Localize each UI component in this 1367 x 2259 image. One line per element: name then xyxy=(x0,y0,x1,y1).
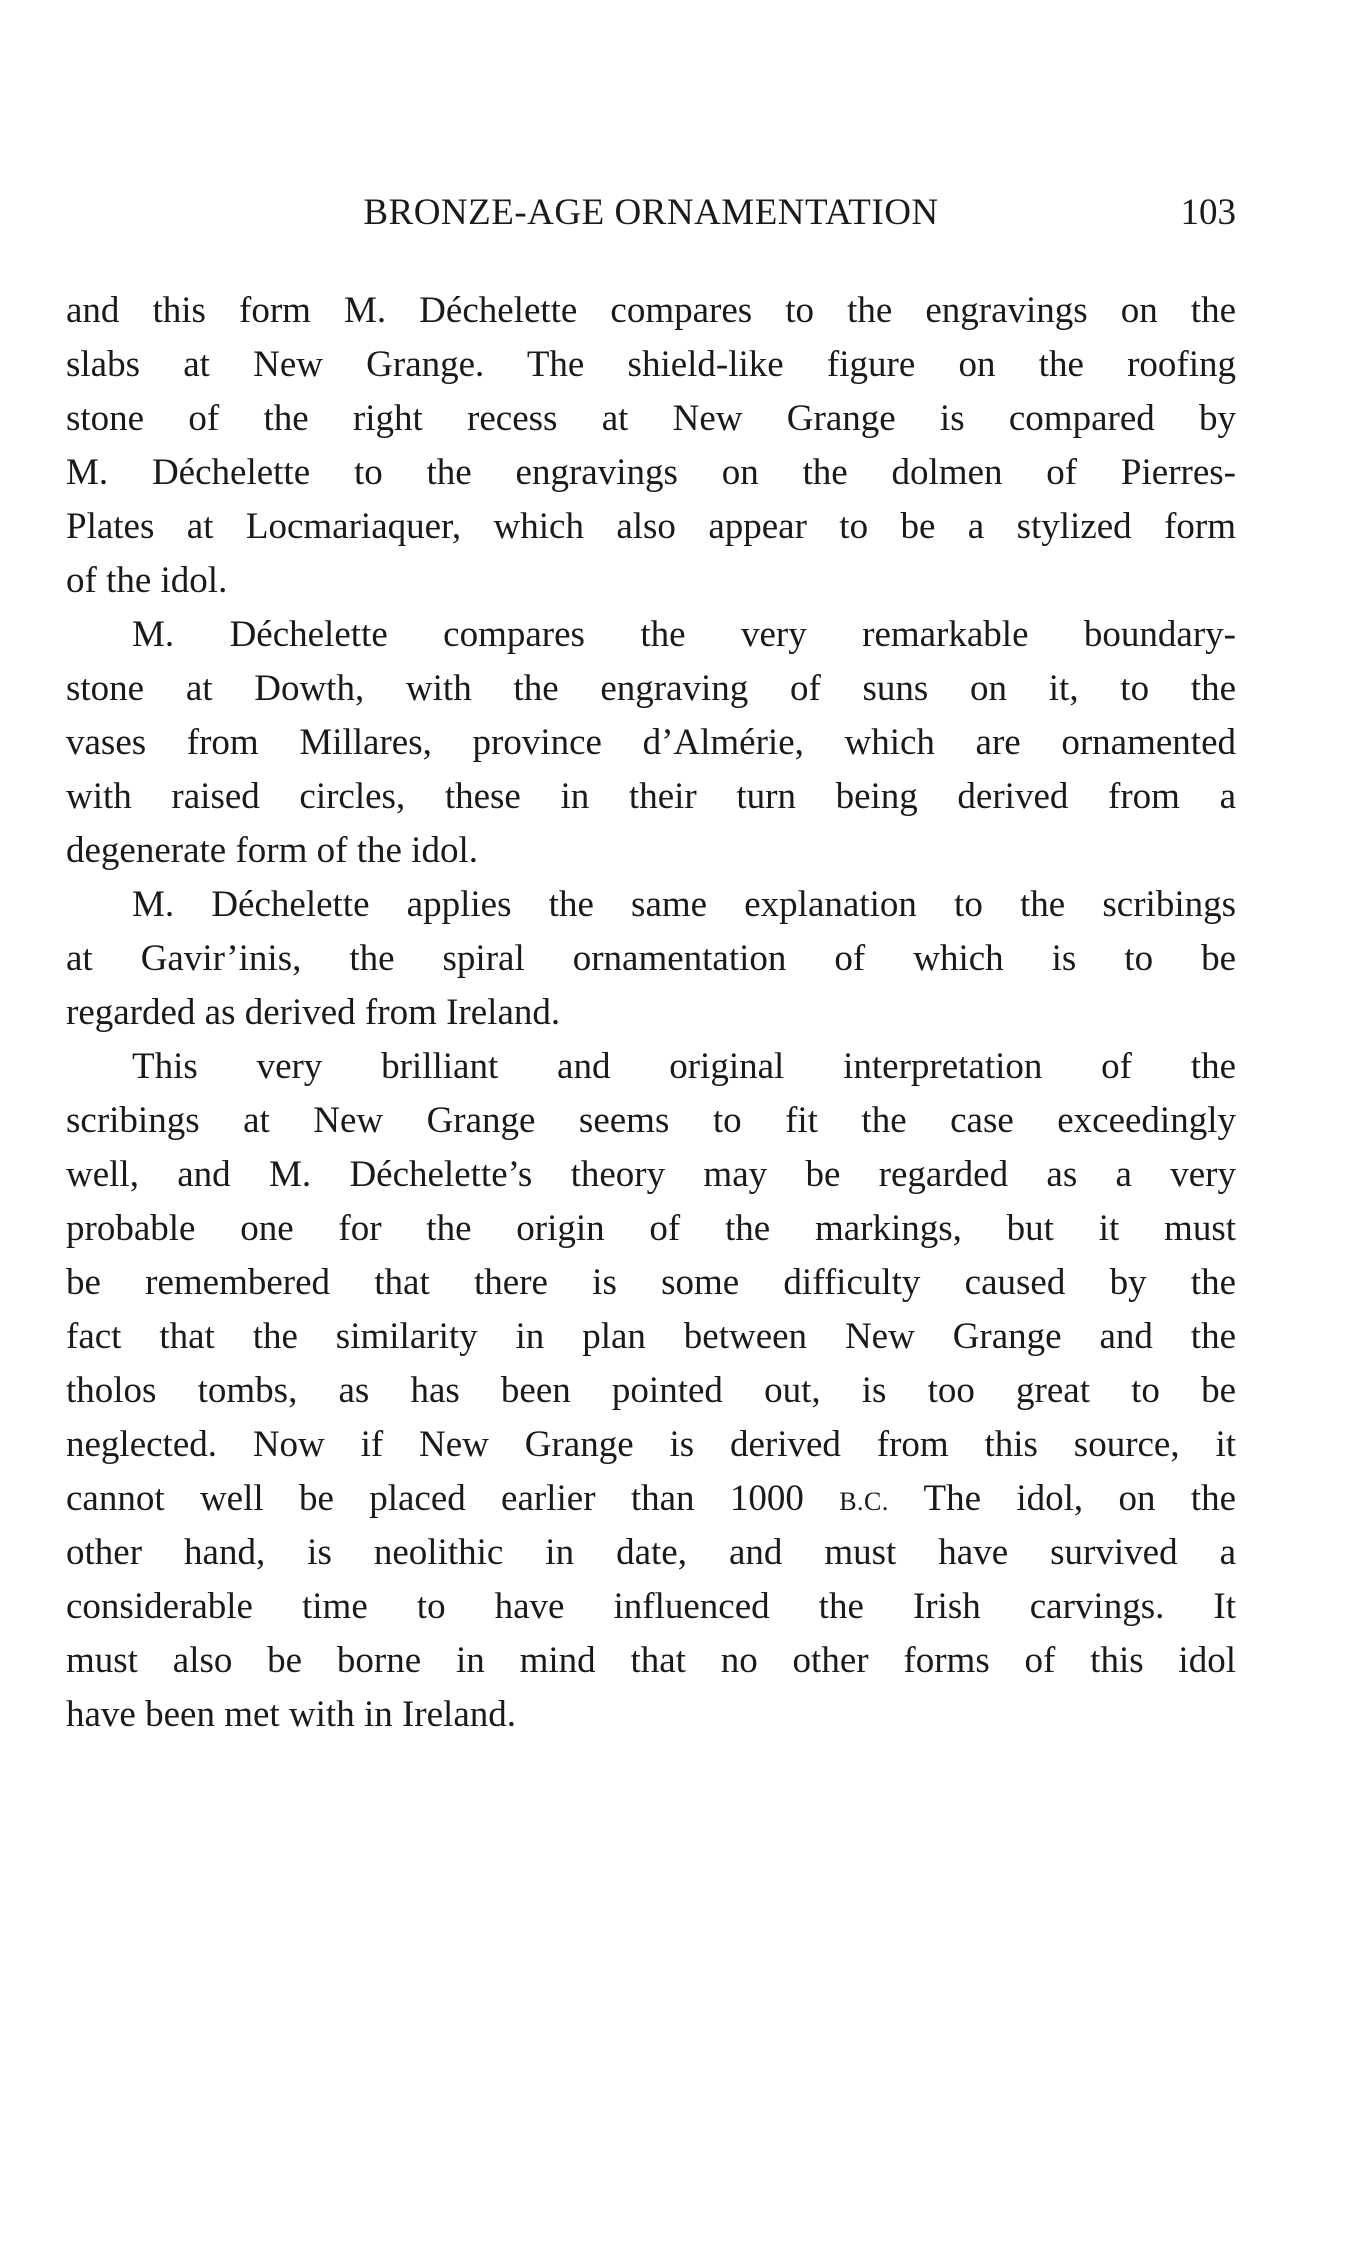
text-line: and this form M. Déchelette compares to the engravings on the xyxy=(66,290,1236,331)
body-text xyxy=(66,284,1236,1742)
text-line: probable one for the origin of the markings, but it must xyxy=(66,1208,1236,1249)
running-title: BRONZE-AGE ORNAMENTATION xyxy=(363,192,939,233)
text-line: vases from Millares, province d’Almérie, which are ornamented xyxy=(66,722,1236,763)
text-line: degenerate form of the idol. xyxy=(66,830,478,871)
text-line: slabs at New Grange. The shield-like figure on the roofing xyxy=(66,344,1236,385)
text-line: of the idol. xyxy=(66,560,228,601)
text-line: neglected. Now if New Grange is derived from this source, it xyxy=(66,1424,1236,1465)
text-line: have been met with in Ireland. xyxy=(66,1694,516,1735)
text-segment: cannot well be placed earlier than 1000 xyxy=(66,1478,804,1519)
text-line: scribings at New Grange seems to fit the case exceedingly xyxy=(66,1100,1236,1141)
page-number: 103 xyxy=(1180,192,1236,233)
text-line: considerable time to have influenced the Irish carvings. It xyxy=(66,1586,1236,1627)
text-segment: The idol, on the xyxy=(923,1478,1237,1519)
text-line: Plates at Locmariaquer, which also appear to be a stylized form xyxy=(66,506,1236,547)
text-line: at Gavir’inis, the spiral ornamentation of which is to be xyxy=(66,938,1236,979)
text-line: well, and M. Déchelette’s theory may be regarded as a very xyxy=(66,1154,1236,1195)
text-line: M. Déchelette to the engravings on the dolmen of Pierres- xyxy=(66,452,1236,493)
text-line: be remembered that there is some difficulty caused by the xyxy=(66,1262,1236,1303)
text-line: with raised circles, these in their turn being derived from a xyxy=(66,776,1236,817)
text-line: fact that the similarity in plan between New Grange and the xyxy=(66,1316,1236,1357)
text-line: must also be borne in mind that no other forms of this idol xyxy=(66,1640,1236,1681)
text-line: tholos tombs, as has been pointed out, is too great to be xyxy=(66,1370,1236,1411)
text-line: M. Déchelette compares the very remarkable boundary- xyxy=(132,614,1236,655)
text-line: M. Déchelette applies the same explanation to the scribings xyxy=(132,884,1236,925)
text-line: other hand, is neolithic in date, and must have survived a xyxy=(66,1532,1236,1573)
text-line xyxy=(66,1472,1236,1526)
era-abbreviation: B.C. xyxy=(839,1487,889,1516)
text-line: This very brilliant and original interpretation of the xyxy=(132,1046,1236,1087)
text-line: regarded as derived from Ireland. xyxy=(66,992,561,1033)
running-head xyxy=(66,188,1236,238)
text-line: stone at Dowth, with the engraving of suns on it, to the xyxy=(66,668,1236,709)
text-line: stone of the right recess at New Grange is compared by xyxy=(66,398,1236,439)
